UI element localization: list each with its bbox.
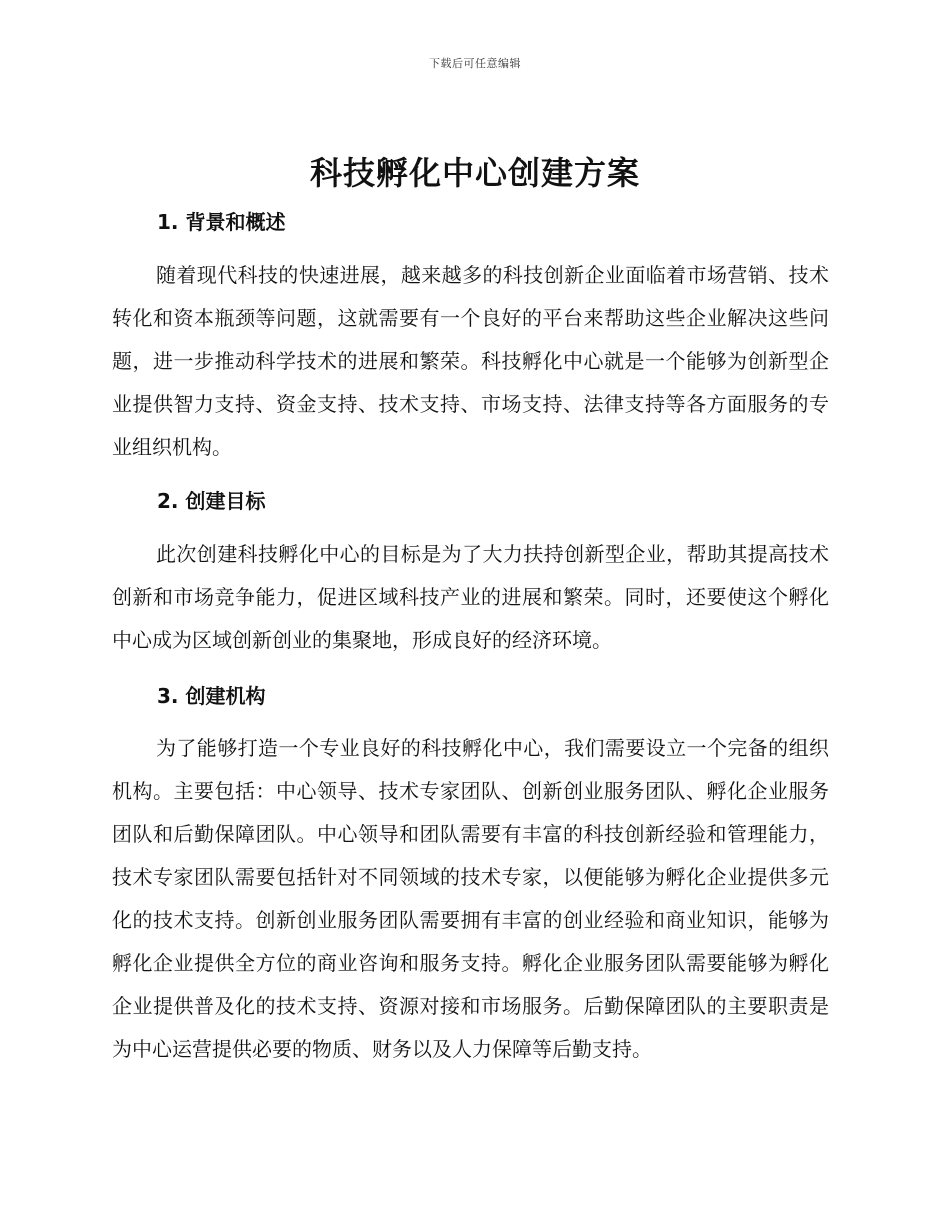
document-title: 科技孵化中心创建方案 — [309, 154, 640, 192]
section-body-organization: 为了能够打造一个专业良好的科技孵化中心，我们需要设立一个完备的组织机构。主要包括：中心领导、技术专家团队、创新创业服务团队、孵化企业服务团队和后勤保障团队。中心领导和团队需要有丰富的科技创新经验和管理能力，技术专家团队需要包括针对不同领域的技术专家，以便能够为孵化企业提供多元化的技术支持。创新创业服务团队需要拥有丰富的创业经验和商业知识，能够为孵化企业提供全方位的商业咨询和服务支持。孵化企业服务团队需要能够为孵化企业提供普及化的技术支持、资源对接和市场服务。后勤保障团队的主要职责是为中心运营提供必要的物质、财务以及人力保障等后勤支持。 — [112, 736, 829, 1061]
section-heading-background: 1. 背景和概述 — [157, 210, 286, 234]
section-body-background: 随着现代科技的快速进展，越来越多的科技创新企业面临着市场营销、技术转化和资本瓶颈等问题，这就需要有一个良好的平台来帮助这些企业解决这些问题，进一步推动科学技术的进展和繁荣。科技孵化中心就是一个能够为创新型企业提供智力支持、资金支持、技术支持、市场支持、法律支持等各方面服务的专业组织机构。 — [112, 263, 829, 459]
section-heading-organization: 3. 创建机构 — [157, 684, 266, 708]
section-body-goals: 此次创建科技孵化中心的目标是为了大力扶持创新型企业，帮助其提高技术创新和市场竞争能力，促进区域科技产业的进展和繁荣。同时，还要使这个孵化中心成为区域创新创业的集聚地，形成良好的经济环境。 — [112, 542, 829, 652]
header-note: 下载后可任意编辑 — [429, 57, 521, 70]
section-heading-goals: 2. 创建目标 — [157, 489, 266, 513]
